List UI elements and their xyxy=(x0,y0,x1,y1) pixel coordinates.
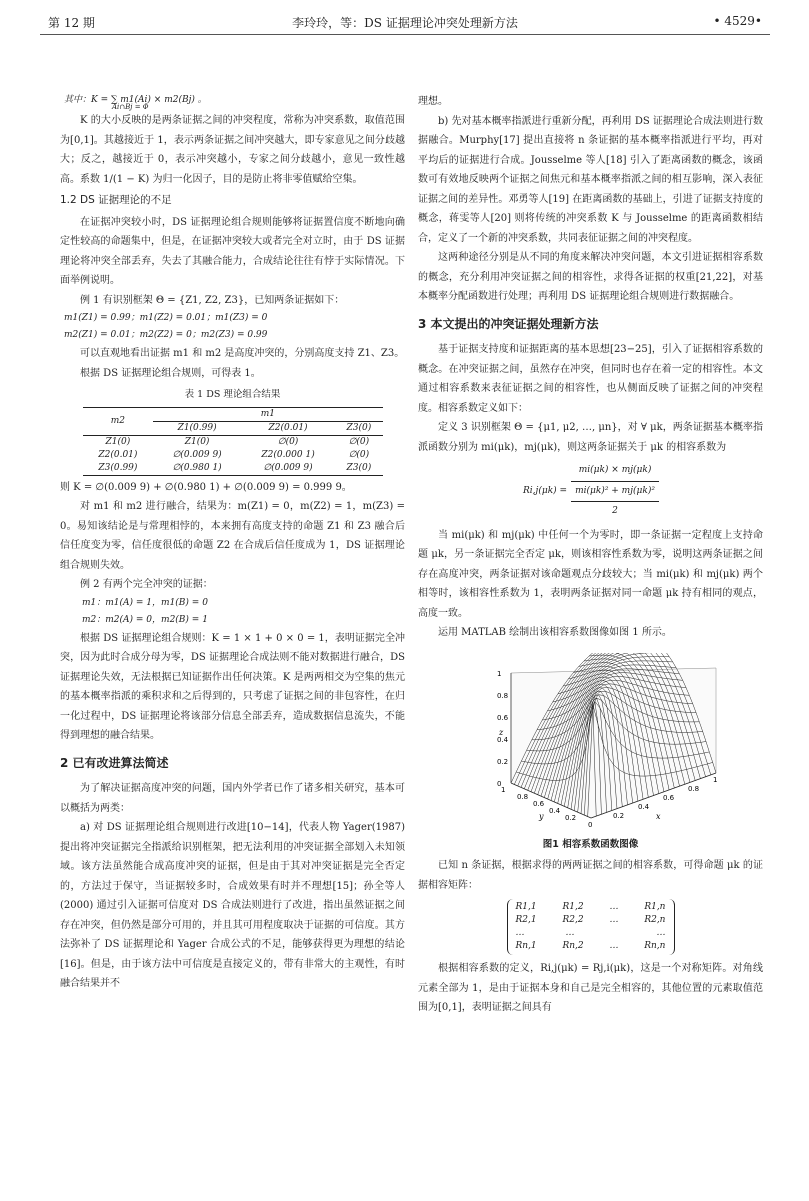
paragraph-both-approaches: 这两种途径分别是从不同的角度来解决冲突问题，本文引进证据相容系数的概念，充分利用冲突证据之间的相容性，求得各证据的权重[21,22]，对基本概率分配函数进行处理；再利用 DS 证据理论组合规则进行数据融合。 xyxy=(418,252,763,302)
matrix-cell: … xyxy=(656,928,666,938)
table-row xyxy=(83,449,383,462)
table-cell: Z1(0) xyxy=(153,435,241,449)
figure-1-surface-plot xyxy=(441,653,741,833)
z-tick-label: 0.2 xyxy=(496,757,508,766)
table-cell: ∅(0) xyxy=(241,435,335,449)
table-cell: Z2(0.01) xyxy=(98,449,138,460)
table-cell: ∅(0) xyxy=(335,435,382,449)
table-group-header: m1 xyxy=(153,407,382,421)
paragraph-matrix-intro: 已知 n 条证据，根据求得的两两证据之间的相容系数，可得命题 μk 的证据相容矩阵： xyxy=(418,860,763,891)
left-column xyxy=(60,92,405,994)
x-tick-label: 0.8 xyxy=(687,784,699,793)
z-tick-label: 1 xyxy=(496,669,501,678)
y-tick-label: 0.6 xyxy=(532,799,544,808)
matrix-cell: … xyxy=(515,928,525,938)
formula-denominator: mi(μk)² + mj(μk)² xyxy=(571,481,659,502)
paragraph-1-2: 在证据冲突较小时，DS 证据理论组合规则能够将证据置信度不断地向确定性较高的命题集中，但是，在证据冲突较大或者完全对立时，由于 DS 证据理论将冲突全部丢弃，失去了其融合能力，合成结论往往有悖于实际情况。下面举例说明。 xyxy=(60,216,405,286)
compatibility-matrix xyxy=(507,899,675,955)
paragraph-continued: 理想。 xyxy=(418,96,448,107)
paragraph-example-2: 根据 DS 证据理论组合规则：K = 1 × 1 + 0 × 0 = 1，表明证据完全冲突，因为此时合成分母为零，DS 证据理论合成法则不能对数据进行融合，DS 证据理论失效，无法根据已知证据作出任何决策。K 是两两相交为空集的焦元的基本概率指派的乘积求和之后得到的，只考虑了证据之间的非包容性，在归一化过程中，DS 证据理论将该部分信息全部丢弃，造成数据信息流失，不能得到理想的融合结果。 xyxy=(60,632,405,741)
matrix-row xyxy=(516,901,666,914)
paragraph-2a: a) 对 DS 证据理论组合规则进行改进[10−14]，代表人物 Yager(1987) 提出将冲突证据完全指派给识别框架，把无法利用的冲突证据全部划入未知领域。该方法虽然能合成高度冲突的证据，但是由于其对冲突证据是完全否定的，方法过于保守，当证据较多时，合成效果有时并不理想[15]；孙全等人(2000) 通过引入证据可信度对 DS 合成法则进行了改进，指出虽然证据之间存在冲突，但仍然是部分可用的，并且其可用程度取决于证据的可信度。其方法弥补了 DS 证据理论和 Yager 合成公式的不足，能够获得更为理想的结论[16]。但是，由于该方法中可信度是直接定义的，带有非常大的主观性，有时融合结果并不 xyxy=(60,822,405,989)
compatibility-formula xyxy=(418,461,763,522)
table-cell: ∅(0) xyxy=(348,449,370,460)
y-tick-label: 0.2 xyxy=(564,813,576,822)
table-cell: Z3(0.99) xyxy=(83,462,154,476)
issue-number: 第 12 期 xyxy=(48,16,95,30)
surface-plot-svg xyxy=(441,653,741,833)
matrix-row xyxy=(516,940,666,953)
x-tick-label: 1 xyxy=(712,775,717,784)
matrix-cell: … xyxy=(565,928,575,938)
figure-1-caption: 图1 相容系数函数图像 xyxy=(542,838,639,850)
matrix-cell: R2,1 xyxy=(515,915,537,925)
matrix-cell: Rn,1 xyxy=(515,941,537,951)
table-row xyxy=(83,462,383,476)
z-tick-label: 0.4 xyxy=(496,735,508,744)
page-header xyxy=(40,8,770,35)
y-axis-label: y xyxy=(538,811,544,821)
table-1-caption: 表 1 DS 理论组合结果 xyxy=(184,389,281,400)
table-cell: Z3(0) xyxy=(335,462,382,476)
formula-half: 2 xyxy=(571,502,659,522)
matrix-cell: R1,2 xyxy=(562,902,584,912)
example-1-m2: m2(Z1) = 0.01；m2(Z2) = 0；m2(Z3) = 0.99 xyxy=(64,330,268,340)
matrix-cell: … xyxy=(609,941,619,951)
definition-3: 定义 3 识别框架 Θ = {μ1, μ2, …, μn}，对 ∀ μk，两条证据基本概率指派函数分别为 mi(μk)，mj(μk)，则这两条证据关于 μk 的相容系数为 xyxy=(418,422,763,453)
y-tick-label: 1 xyxy=(500,785,505,794)
table-col-header: Z1(0.99) xyxy=(177,422,217,433)
example-2-m1: m1：m1(A) = 1，m1(B) = 0 xyxy=(82,597,208,608)
section-1-2-title: 1.2 DS 证据理论的不足 xyxy=(60,194,172,206)
z-tick-label: 0.6 xyxy=(496,713,508,722)
table-col-header: Z2(0.01) xyxy=(268,422,308,433)
x-tick-label: 0.2 xyxy=(612,811,624,820)
paragraph-table-intro: 根据 DS 证据理论组合规则，可得表 1。 xyxy=(80,367,261,379)
table-row xyxy=(83,435,383,449)
table-col-header: Z3(0) xyxy=(346,422,372,433)
table-1 xyxy=(83,407,383,476)
table-cell: ∅(0.009 9) xyxy=(241,462,335,476)
x-axis-label: x xyxy=(655,811,661,821)
table-cell: Z1(0) xyxy=(83,435,154,449)
section-2-title: 2 已有改进算法简述 xyxy=(60,755,169,770)
formula-k-subscript: Ai∩Bj = Φ xyxy=(112,103,149,111)
matrix-row xyxy=(516,914,666,927)
right-column xyxy=(418,92,763,1018)
z-tick-label: 0 xyxy=(496,779,501,788)
paragraph-observe: 可以直观地看出证据 m1 和 m2 是高度冲突的，分别高度支持 Z1、Z3。 xyxy=(80,348,405,359)
paragraph-zero-case: 当 mi(μk) 和 mj(μk) 中任何一个为零时，即一条证据一定程度上支持命题 μk，另一条证据完全否定 μk，则该相容性系数为零，说明这两条证据之间存在高度冲突，两条证据对该命题观点分歧较大；当 mi(μk) 和 mj(μk) 两个相等时，该相容性系数为 1，表明两条证据对同一命题 μk 持有相同的观点，高度一致。 xyxy=(418,529,763,619)
x-tick-label: 0.4 xyxy=(637,802,649,811)
y-tick-label: 0.8 xyxy=(516,792,528,801)
paragraph-k: K 的大小反映的是两条证据之间的冲突程度，常称为冲突系数，取值范围为[0,1]。其越接近于 1，表示两条证据之间冲突越大，即专家意见之间分歧越大；反之，越接近于 0，表示冲突越小，专家之间分歧越小，意见一致性越高。系数 1/(1 − K) 为归一化因子，目的是防止将非零值赋给空集。 xyxy=(60,115,405,185)
formula-numerator: mi(μk) × mj(μk) xyxy=(578,465,652,475)
matrix-cell: Rn,n xyxy=(644,941,666,951)
example-2-m2: m2：m2(A) = 0，m2(B) = 1 xyxy=(82,614,208,625)
x-tick-label: 0.6 xyxy=(662,793,674,802)
z-axis-label: z xyxy=(498,727,503,737)
paragraph-matlab: 运用 MATLAB 绘制出该相容系数图像如图 1 所示。 xyxy=(438,627,672,638)
paragraph-2: 为了解决证据高度冲突的问题，国内外学者已作了诸多相关研究，基本可以概括为两类： xyxy=(60,783,405,814)
matrix-cell: R2,2 xyxy=(562,915,584,925)
table-corner: m2 xyxy=(83,407,154,435)
formula-lhs: Ri,j(μk) = xyxy=(523,485,568,496)
matrix-cell: R2,n xyxy=(644,915,666,925)
matrix-cell: Rn,2 xyxy=(562,941,584,951)
matrix-cell: R1,1 xyxy=(515,902,537,912)
paragraph-2b: b) 先对基本概率指派进行重新分配，再利用 DS 证据理论合成法则进行数据融合。Murphy[17] 提出直接将 n 条证据的基本概率指派进行平均，再对平均后的证据进行合成。Jousselme 等人[18] 引入了距离函数的概念，该函数可有效地反映两个证据之间焦元和基本概率指派之间的相互影响，深入表征证据之间的差异性。邓勇等人[19] 在距离函数的基础上，引进了证据支持度的概念，蒋雯等人[20] 则将传统的冲突系数 K 与 Jousselme 的距离函数相结合，定义了一个新的冲突系数，共同表征证据之间的冲突程度。 xyxy=(418,115,763,244)
matrix-row xyxy=(516,927,666,940)
paragraph-symmetric: 根据相容系数的定义，Ri,j(μk) = Rj,i(μk)，这是一个对称矩阵。对角线元素全部为 1，是由于证据本身和自己是完全相容的，其他位置的元素取值范围为[0,1]，表明证据之间具有 xyxy=(418,963,763,1013)
example-2: 例 2 有两个完全冲突的证据： xyxy=(80,579,213,590)
matrix-cell: … xyxy=(609,915,619,925)
example-1: 例 1 有识别框架 Θ = {Z1, Z2, Z3}，已知两条证据如下： xyxy=(80,294,345,306)
table-cell: ∅(0.009 9) xyxy=(172,449,222,460)
example-1-m1: m1(Z1) = 0.99；m1(Z2) = 0.01；m1(Z3) = 0 xyxy=(64,313,268,323)
table-cell: Z2(0.000 1) xyxy=(261,449,315,460)
table-cell: ∅(0.980 1) xyxy=(153,462,241,476)
paragraph-fusion: 对 m1 和 m2 进行融合，结果为：m(Z1) = 0，m(Z2) = 1，m(Z3) = 0。易知该结论是与常理相悖的，本来拥有高度支持的命题 Z1 和 Z3 融合后信任度变为零，信任度很低的命题 Z2 在合成后信任度成为 1，DS 证据理论组合规则失效。 xyxy=(60,501,405,571)
section-3-title: 3 本文提出的冲突证据处理新方法 xyxy=(418,316,599,331)
z-tick-label: 0.8 xyxy=(496,691,508,700)
matrix-cell: R1,n xyxy=(644,902,666,912)
page-number: • 4529• xyxy=(713,14,762,28)
running-title: 李玲玲，等：DS 证据理论冲突处理新方法 xyxy=(292,16,518,30)
k-calculation: 则 K = ∅(0.009 9) + ∅(0.980 1) + ∅(0.009 9) = 0.999 9。 xyxy=(60,481,352,493)
y-tick-label: 0.4 xyxy=(548,806,560,815)
formula-k: 其中：K = ∑ m1(Ai) × m2(Bj) 。 xyxy=(64,95,207,105)
paragraph-3: 基于证据支持度和证据距离的基本思想[23−25]，引入了证据相容系数的概念。在冲突证据之间，虽然存在冲突，但同时也存在着一定的相容性。本文通过相容系数来表征证据之间的相容性，也从侧面反映了证据之间的冲突程度。相容系数定义如下： xyxy=(418,344,763,414)
x-tick-label: 0 xyxy=(587,820,592,829)
matrix-cell: … xyxy=(609,902,619,912)
